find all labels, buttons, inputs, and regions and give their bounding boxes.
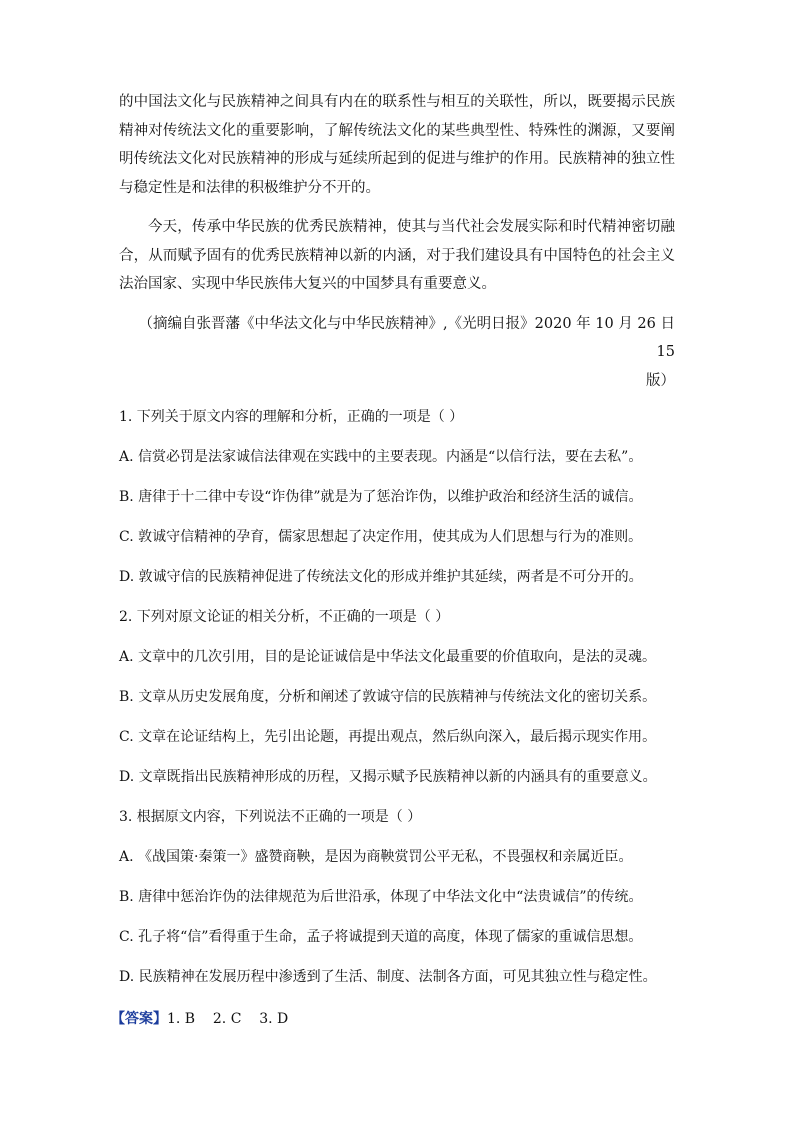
question-1-option-b: B. 唐律于十二律中专设“诈伪律”就是为了惩治诈伪，以维护政治和经济生活的诚信。	[119, 489, 643, 505]
answer-line	[111, 1009, 675, 1029]
question-3-option-b: B. 唐律中惩治诈伪的法律规范为后世沿承，体现了中华法文化中“法贵诚信”的传统。	[119, 889, 643, 905]
question-1-stem: 1. 下列关于原文内容的理解和分析，正确的一项是（ ）	[119, 409, 464, 425]
passage-paragraph-2: 今天，传承中华民族的优秀民族精神，使其与当代社会发展实际和时代精神密切融合，从而赋予固有的优秀民族精神以新的内涵，对于我们建设具有中国特色的社会主义法治国家、实现中华民族伟大复兴的中国梦具有重要意义。	[119, 219, 675, 292]
question-1-option-c: C. 敦诚守信精神的孕育，儒家思想起了决定作用，使其成为人们思想与行为的准则。	[119, 529, 643, 545]
question-3-option-a: A. 《战国策·秦策一》盛赞商鞅，是因为商鞅赏罚公平无私，不畏强权和亲属近臣。	[119, 849, 633, 865]
document-page	[111, 88, 675, 1029]
question-1-option-d: D. 敦诚守信的民族精神促进了传统法文化的形成并维护其延续，两者是不可分开的。	[119, 569, 643, 585]
passage-paragraph-1: 的中国法文化与民族精神之间具有内在的联系性与相互的关联性，所以，既要揭示民族精神对传统法文化的重要影响，了解传统法文化的某些典型性、特殊性的渊源，又要阐明传统法文化对民族精神的形成与延续所起到的促进与维护的作用。民族精神的独立性与稳定性是和法律的积极维护分不开的。	[119, 94, 675, 196]
question-2-option-d: D. 文章既指出民族精神形成的历程，又揭示赋予民族精神以新的内涵具有的重要意义。	[119, 769, 657, 785]
question-2-option-b: B. 文章从历史发展角度，分析和阐述了敦诚守信的民族精神与传统法文化的密切关系。	[119, 689, 657, 705]
question-1-option-a: A. 信赏必罚是法家诚信法律观在实践中的主要表现。内涵是“以信行法，要在去私”。	[119, 449, 643, 465]
passage-source-citation: （摘编自张晋藩《中华法文化与中华民族精神》,《光明日报》2020 年 10 月 26 日 15 版）	[138, 315, 675, 389]
question-2-stem: 2. 下列对原文论证的相关分析，不正确的一项是（ ）	[119, 609, 450, 625]
answer-text: 1. B 2. C 3. D	[167, 1011, 289, 1027]
question-2-option-c: C. 文章在论证结构上，先引出论题，再提出观点，然后纵向深入，最后揭示现实作用。	[119, 729, 657, 745]
question-3-option-d: D. 民族精神在发展历程中渗透到了生活、制度、法制各方面，可见其独立性与稳定性。	[119, 969, 657, 985]
question-2-option-a: A. 文章中的几次引用，目的是论证诚信是中华法文化最重要的价值取向，是法的灵魂。	[119, 649, 657, 665]
question-3-option-c: C. 孔子将“信”看得重于生命，孟子将诚提到天道的高度，体现了儒家的重诚信思想。	[119, 929, 643, 945]
question-1	[119, 407, 675, 587]
answer-tag: 【答案】	[111, 1011, 167, 1027]
question-3	[119, 807, 675, 987]
question-2	[119, 607, 675, 787]
question-3-stem: 3. 根据原文内容，下列说法不正确的一项是（ ）	[119, 809, 422, 825]
